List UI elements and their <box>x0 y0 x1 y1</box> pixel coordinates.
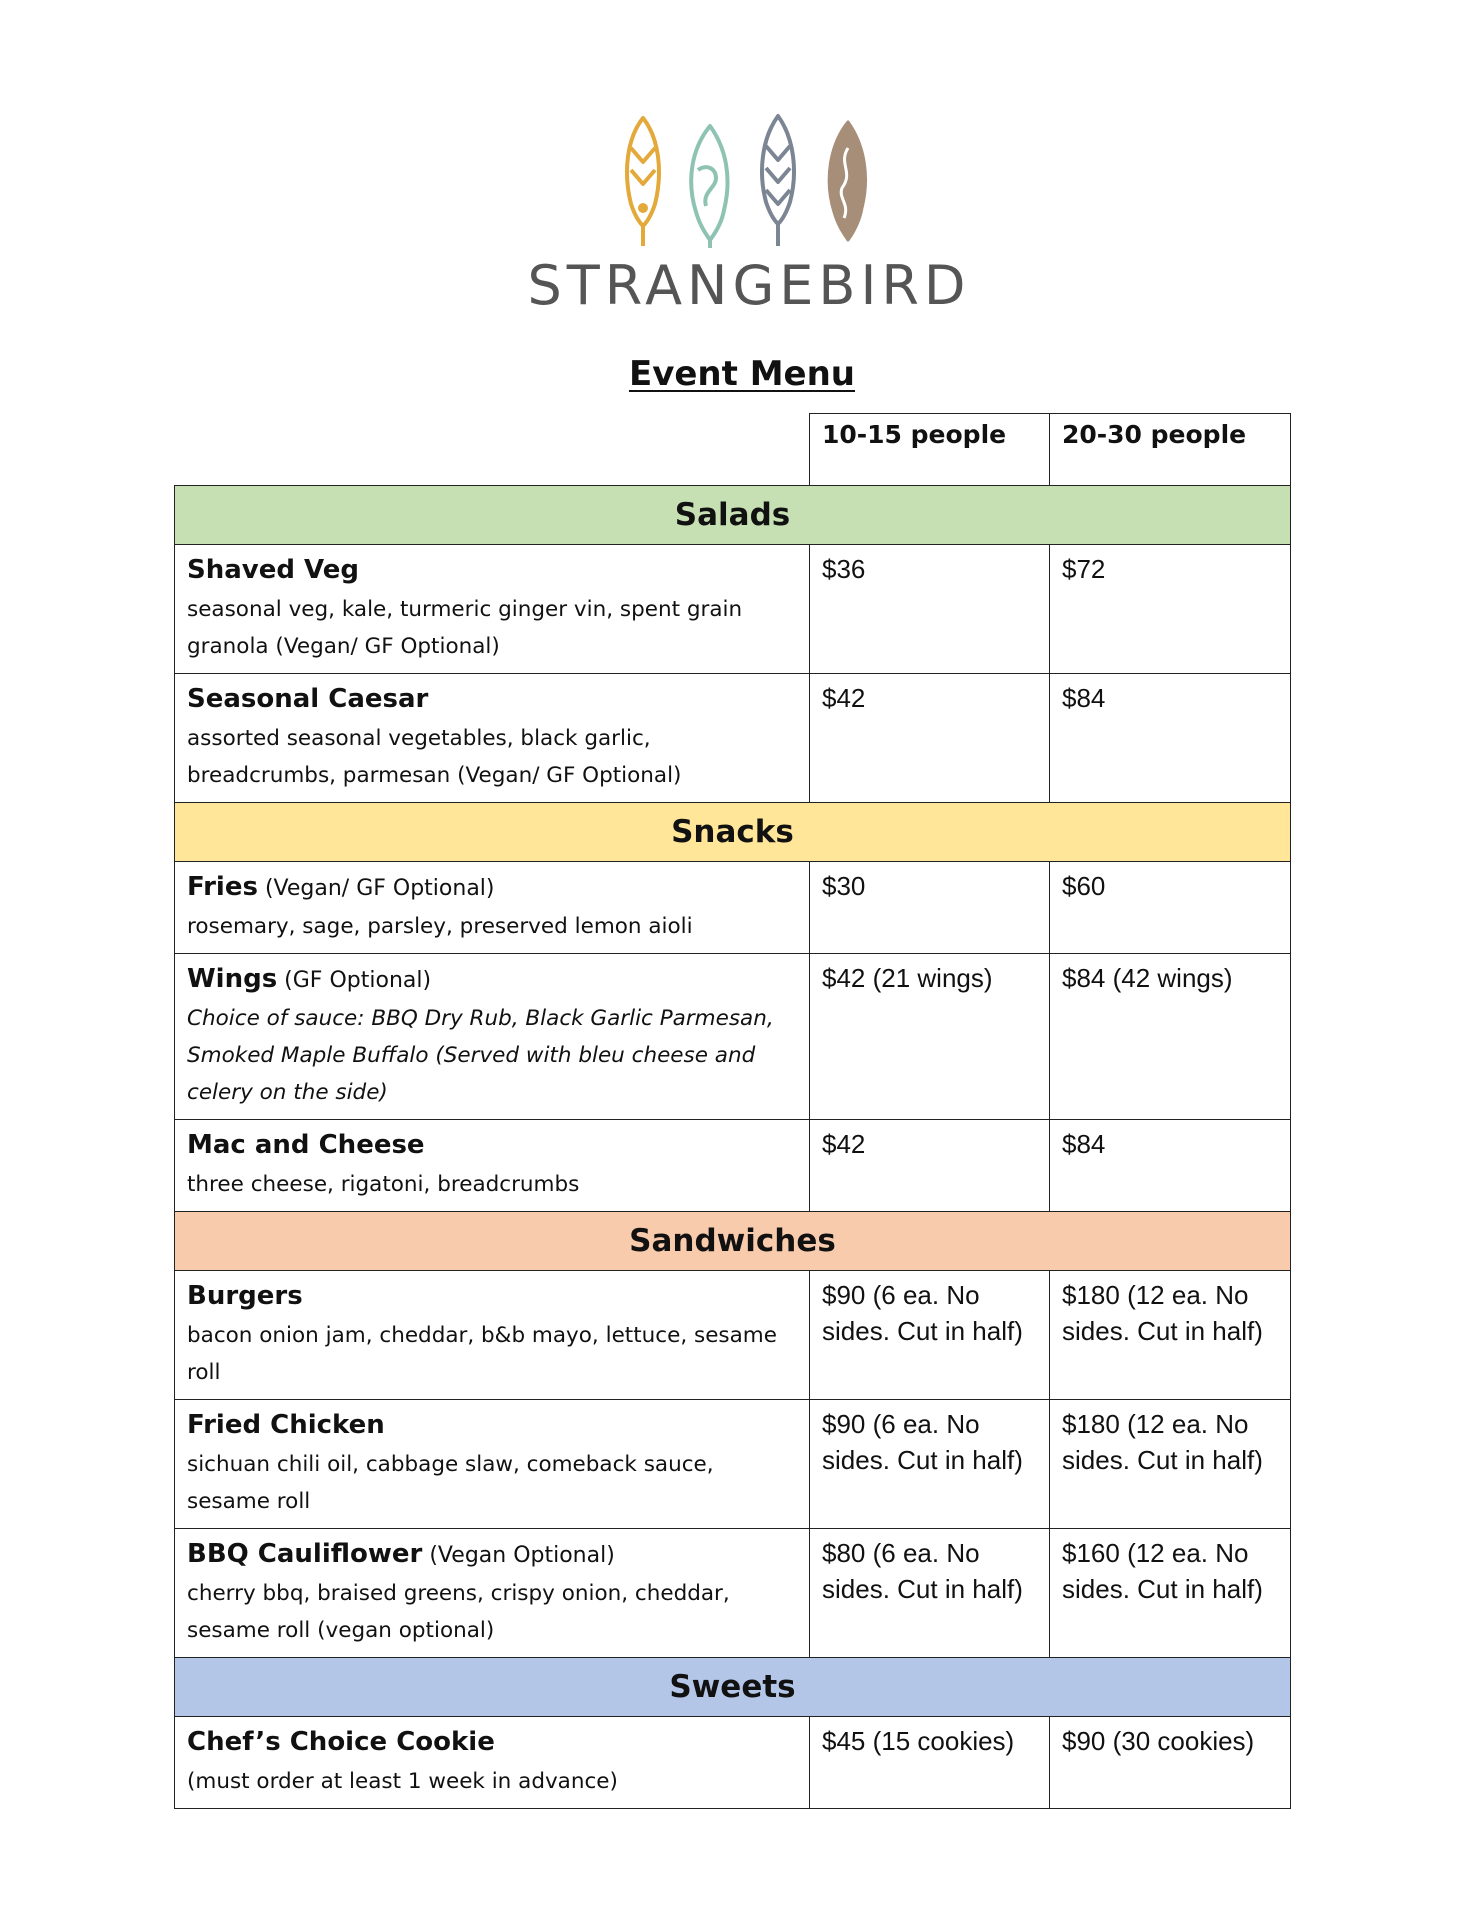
item-heading <box>187 1277 797 1315</box>
item-heading <box>187 1406 797 1444</box>
price-small-group: $30 <box>810 862 1050 954</box>
item-name: Mac and Cheese <box>187 1130 425 1160</box>
item-cell <box>175 1529 810 1658</box>
price-large-group: $84 <box>1050 674 1291 803</box>
section-title: Salads <box>175 486 1291 545</box>
price-small-group: $80 (6 ea. No sides. Cut in half) <box>810 1529 1050 1658</box>
menu-table <box>174 413 1291 1809</box>
price-small-group: $90 (6 ea. No sides. Cut in half) <box>810 1271 1050 1400</box>
item-name: Wings <box>187 964 278 994</box>
section-row <box>175 1212 1291 1271</box>
section-title: Snacks <box>175 803 1291 862</box>
item-name: BBQ Cauliflower <box>187 1539 423 1569</box>
item-dietary-note: (GF Optional) <box>277 968 432 993</box>
price-large-group: $60 <box>1050 862 1291 954</box>
column-header-small: 10-15 people <box>810 414 1050 486</box>
item-name: Shaved Veg <box>187 555 359 585</box>
item-description: bacon onion jam, cheddar, b&b mayo, lettuce, sesame roll <box>187 1323 777 1385</box>
price-small-group: $42 (21 wings) <box>810 954 1050 1120</box>
item-heading <box>187 960 797 998</box>
price-small-group: $42 <box>810 1120 1050 1212</box>
item-cell <box>175 1717 810 1809</box>
item-description: rosemary, sage, parsley, preserved lemon aioli <box>187 914 693 939</box>
item-dietary-note: (Vegan Optional) <box>422 1543 615 1568</box>
item-cell <box>175 1120 810 1212</box>
column-header-row <box>175 414 1291 486</box>
item-cell <box>175 1400 810 1529</box>
item-heading <box>187 551 797 589</box>
feather-yellow-icon <box>627 118 659 246</box>
item-description: three cheese, rigatoni, breadcrumbs <box>187 1172 580 1197</box>
section-title: Sandwiches <box>175 1212 1291 1271</box>
feather-teal-icon <box>691 126 727 248</box>
item-name: Fries <box>187 872 258 902</box>
menu-item-row <box>175 545 1291 674</box>
page-title: Event Menu <box>628 354 856 394</box>
price-small-group: $42 <box>810 674 1050 803</box>
header-blank-cell <box>175 414 810 486</box>
menu-item-row <box>175 674 1291 803</box>
price-large-group: $180 (12 ea. No sides. Cut in half) <box>1050 1400 1291 1529</box>
menu-item-row <box>175 1271 1291 1400</box>
section-row <box>175 803 1291 862</box>
menu-item-row <box>175 1120 1291 1212</box>
item-description: (must order at least 1 week in advance) <box>187 1769 618 1794</box>
price-small-group: $90 (6 ea. No sides. Cut in half) <box>810 1400 1050 1529</box>
item-name: Seasonal Caesar <box>187 684 429 714</box>
item-dietary-note: (Vegan/ GF Optional) <box>257 876 495 901</box>
item-description: sichuan chili oil, cabbage slaw, comeback sauce, sesame roll <box>187 1452 714 1514</box>
section-title: Sweets <box>175 1658 1291 1717</box>
item-name: Burgers <box>187 1281 303 1311</box>
item-name: Fried Chicken <box>187 1410 385 1440</box>
feather-grey-icon <box>762 116 794 246</box>
section-row <box>175 486 1291 545</box>
price-large-group: $72 <box>1050 545 1291 674</box>
menu-item-row <box>175 1717 1291 1809</box>
price-large-group: $160 (12 ea. No sides. Cut in half) <box>1050 1529 1291 1658</box>
item-description: cherry bbq, braised greens, crispy onion, cheddar, sesame roll (vegan optional) <box>187 1581 730 1643</box>
feather-brown-icon <box>829 122 865 240</box>
price-small-group: $45 (15 cookies) <box>810 1717 1050 1809</box>
item-heading <box>187 1723 797 1761</box>
section-row <box>175 1658 1291 1717</box>
item-name: Chef’s Choice Cookie <box>187 1727 495 1757</box>
price-large-group: $84 <box>1050 1120 1291 1212</box>
item-cell <box>175 545 810 674</box>
price-large-group: $180 (12 ea. No sides. Cut in half) <box>1050 1271 1291 1400</box>
item-description: seasonal veg, kale, turmeric ginger vin, spent grain granola (Vegan/ GF Optional) <box>187 597 743 659</box>
item-cell <box>175 954 810 1120</box>
item-cell <box>175 862 810 954</box>
column-header-large: 20-30 people <box>1050 414 1291 486</box>
price-large-group: $84 (42 wings) <box>1050 954 1291 1120</box>
item-heading <box>187 868 797 906</box>
item-description: assorted seasonal vegetables, black garlic, breadcrumbs, parmesan (Vegan/ GF Optional) <box>187 726 682 788</box>
item-heading <box>187 1535 797 1573</box>
price-large-group: $90 (30 cookies) <box>1050 1717 1291 1809</box>
brand-name: STRANGEBIRD <box>527 254 971 317</box>
menu-item-row <box>175 862 1291 954</box>
item-cell <box>175 1271 810 1400</box>
menu-item-row <box>175 1529 1291 1658</box>
item-heading <box>187 680 797 718</box>
menu-item-row <box>175 954 1291 1120</box>
menu-item-row <box>175 1400 1291 1529</box>
item-heading <box>187 1126 797 1164</box>
price-small-group: $36 <box>810 545 1050 674</box>
item-description: Choice of sauce: BBQ Dry Rub, Black Garlic Parmesan, Smoked Maple Buffalo (Served with bleu cheese and celery on the side) <box>187 1006 774 1105</box>
item-cell <box>175 674 810 803</box>
